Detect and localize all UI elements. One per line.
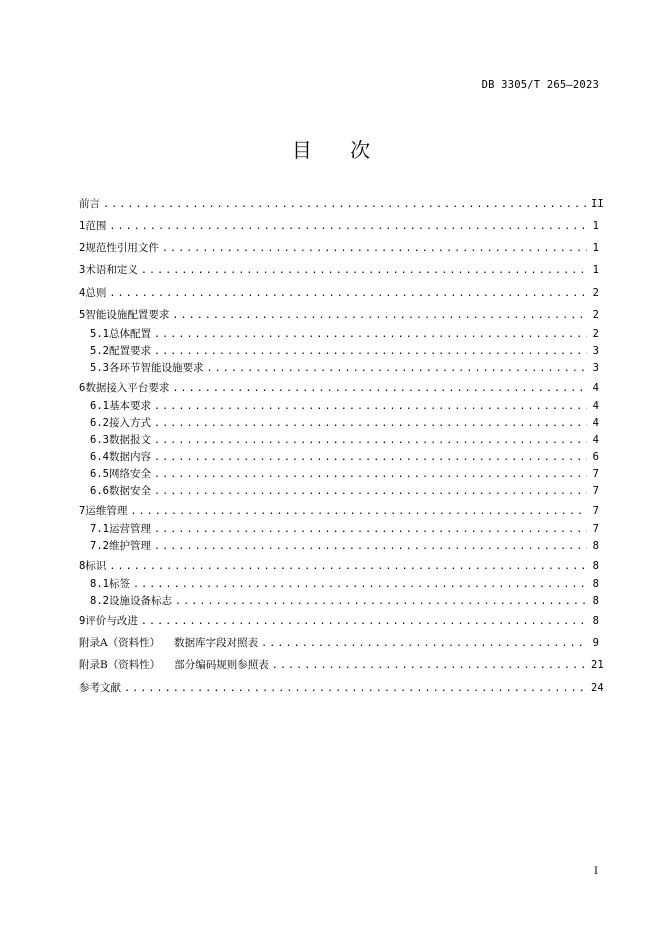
toc-leader-dots [154,483,587,500]
toc-entry-label: 数据安全 [108,485,151,497]
toc-entry-7-1[interactable] [90,521,599,538]
toc-leader-dots [154,415,587,432]
toc-entry-page: 4 [592,434,599,446]
toc-leader-dots [103,196,587,213]
appendix-label: 附录A（资料性） [79,637,161,649]
toc-entry-page: 2 [592,328,599,340]
toc-entry-number: 5 [79,309,86,321]
toc-entry-page: 7 [592,505,599,517]
toc-entry-7-2[interactable] [90,538,599,555]
toc-entry-7[interactable] [79,503,599,520]
toc-entry-label: 数据内容 [108,451,151,463]
toc-entry-8[interactable] [79,558,599,575]
toc-leader-dots [172,380,587,397]
toc-entry-number: 1 [79,220,86,232]
toc-entry-label: 设施设备标志 [108,595,172,607]
toc-entry-3[interactable] [79,262,599,279]
toc-entry-page: 1 [592,242,599,254]
toc-entry-label: 运营管理 [108,523,151,535]
toc-leader-dots [133,576,587,593]
toc-leader-dots [261,635,587,652]
toc-entry-5[interactable] [79,307,599,324]
page-title: 目 次 [291,138,387,162]
toc-leader-dots [162,240,587,257]
toc-entry-page: 8 [592,560,599,572]
toc-entry-label: 运维管理 [85,505,128,517]
toc-entry-label: 部分编码规则参照表 [174,659,269,671]
toc-entry-6-1[interactable] [90,398,599,415]
toc-entry-6-6[interactable] [90,483,599,500]
toc-entry-label: 术语和定义 [85,264,138,276]
toc-leader-dots [109,558,587,575]
toc-entry-label: 数据库字段对照表 [174,637,259,649]
toc-entry-5-3[interactable] [90,360,599,377]
toc-leader-dots [154,432,587,449]
toc-entry-number: 5.2 [90,345,109,357]
toc-leader-dots [109,218,587,235]
toc-leader-dots [130,503,587,520]
toc-entry-appendix-a[interactable] [79,635,599,652]
toc-entry-label: 标识 [85,560,107,572]
toc-leader-dots [154,538,587,555]
toc-entry-page: 2 [592,309,599,321]
toc-entry-page: 3 [592,345,599,357]
toc-entry-page: 8 [592,615,599,627]
toc-entry-page: 9 [592,637,599,649]
toc-entry-number: 7.2 [90,540,109,552]
toc-entry-label: 数据接入平台要求 [85,382,170,394]
toc-leader-dots [154,521,587,538]
toc-entry-number: 6.6 [90,485,109,497]
toc-entry-6-5[interactable] [90,466,599,483]
toc-entry-number: 5.3 [90,362,109,374]
toc-entry-number: 6.3 [90,434,109,446]
toc-entry-8-1[interactable] [90,576,599,593]
toc-entry-page: II [591,198,604,210]
toc-entry-label: 基本要求 [108,400,151,412]
toc-entry-number: 9 [79,615,86,627]
toc-leader-dots [141,613,587,630]
toc-entry-page: 8 [592,578,599,590]
toc-entry-page: 3 [592,362,599,374]
toc-entry-label: 标签 [108,578,130,590]
toc-entry-number: 2 [79,242,86,254]
toc-leader-dots [154,398,587,415]
toc-entry-label: 接入方式 [108,417,151,429]
toc-entry-label: 参考文献 [79,682,121,694]
toc-entry-number: 6.4 [90,451,109,463]
toc-entry-6-4[interactable] [90,449,599,466]
toc-entry-number: 7.1 [90,523,109,535]
toc-entry-number: 6.5 [90,468,109,480]
toc-entry-number: 5.1 [90,328,109,340]
toc-entry-preface[interactable] [79,196,604,213]
toc-entry-label: 数据报文 [108,434,151,446]
toc-entry-8-2[interactable] [90,593,599,610]
toc-entry-number: 8.2 [90,595,109,607]
toc-entry-label: 配置要求 [108,345,151,357]
toc-entry-page: 7 [592,523,599,535]
toc-leader-dots [175,593,587,610]
toc-entry-page: 2 [592,287,599,299]
toc-entry-number: 8.1 [90,578,109,590]
toc-entry-number: 6 [79,382,86,394]
toc-leader-dots [141,262,587,279]
toc-entry-label: 总则 [85,287,107,299]
toc-entry-page: 21 [591,659,604,671]
standard-code: DB 3305/T 265—2023 [481,79,599,91]
toc-entry-number: 4 [79,287,86,299]
toc-leader-dots [272,657,587,674]
toc-leader-dots [154,326,587,343]
toc-entry-page: 8 [592,540,599,552]
toc-entry-label: 规范性引用文件 [85,242,159,254]
toc-entry-page: 7 [592,468,599,480]
toc-leader-dots [172,307,587,324]
toc-entry-page: 4 [592,400,599,412]
toc-entry-9[interactable] [79,613,599,630]
toc-entry-label: 前言 [79,198,100,210]
toc-entry-page: 7 [592,485,599,497]
toc-entry-label: 评价与改进 [85,615,138,627]
appendix-label: 附录B（资料性） [79,659,161,671]
toc-entry-page: 24 [591,682,604,694]
toc-entry-6-2[interactable] [90,415,599,432]
toc-entry-5-1[interactable] [90,326,599,343]
toc-entry-6-3[interactable] [90,432,599,449]
toc-entry-1[interactable] [79,218,599,235]
toc-entry-label: 各环节智能设施要求 [108,362,204,374]
toc-leader-dots [154,343,587,360]
toc-entry-2[interactable] [79,240,599,257]
toc-entry-page: 4 [592,382,599,394]
toc-leader-dots [124,680,587,697]
toc-entry-page: 4 [592,417,599,429]
toc-entry-label: 范围 [85,220,107,232]
toc-entry-6[interactable] [79,380,599,397]
toc-leader-dots [206,360,587,377]
toc-leader-dots [154,466,587,483]
toc-entry-label: 总体配置 [108,328,151,340]
toc-entry-label: 维护管理 [108,540,151,552]
toc-entry-appendix-b[interactable] [79,657,604,674]
toc-leader-dots [109,285,587,302]
toc-entry-number: 6.2 [90,417,109,429]
toc-entry-number: 3 [79,264,86,276]
toc-entry-5-2[interactable] [90,343,599,360]
toc-entry-number: 6.1 [90,400,109,412]
toc-entry-4[interactable] [79,285,599,302]
toc-entry-number: 8 [79,560,86,572]
toc-entry-page: 1 [592,220,599,232]
page-number: I [594,866,598,877]
toc-entry-page: 8 [592,595,599,607]
toc-entry-references[interactable] [79,680,604,697]
toc-leader-dots [154,449,587,466]
toc-entry-number: 7 [79,505,86,517]
toc-entry-page: 1 [592,264,599,276]
toc-entry-label: 智能设施配置要求 [85,309,170,321]
toc-entry-label: 网络安全 [108,468,151,480]
toc-entry-page: 6 [592,451,599,463]
